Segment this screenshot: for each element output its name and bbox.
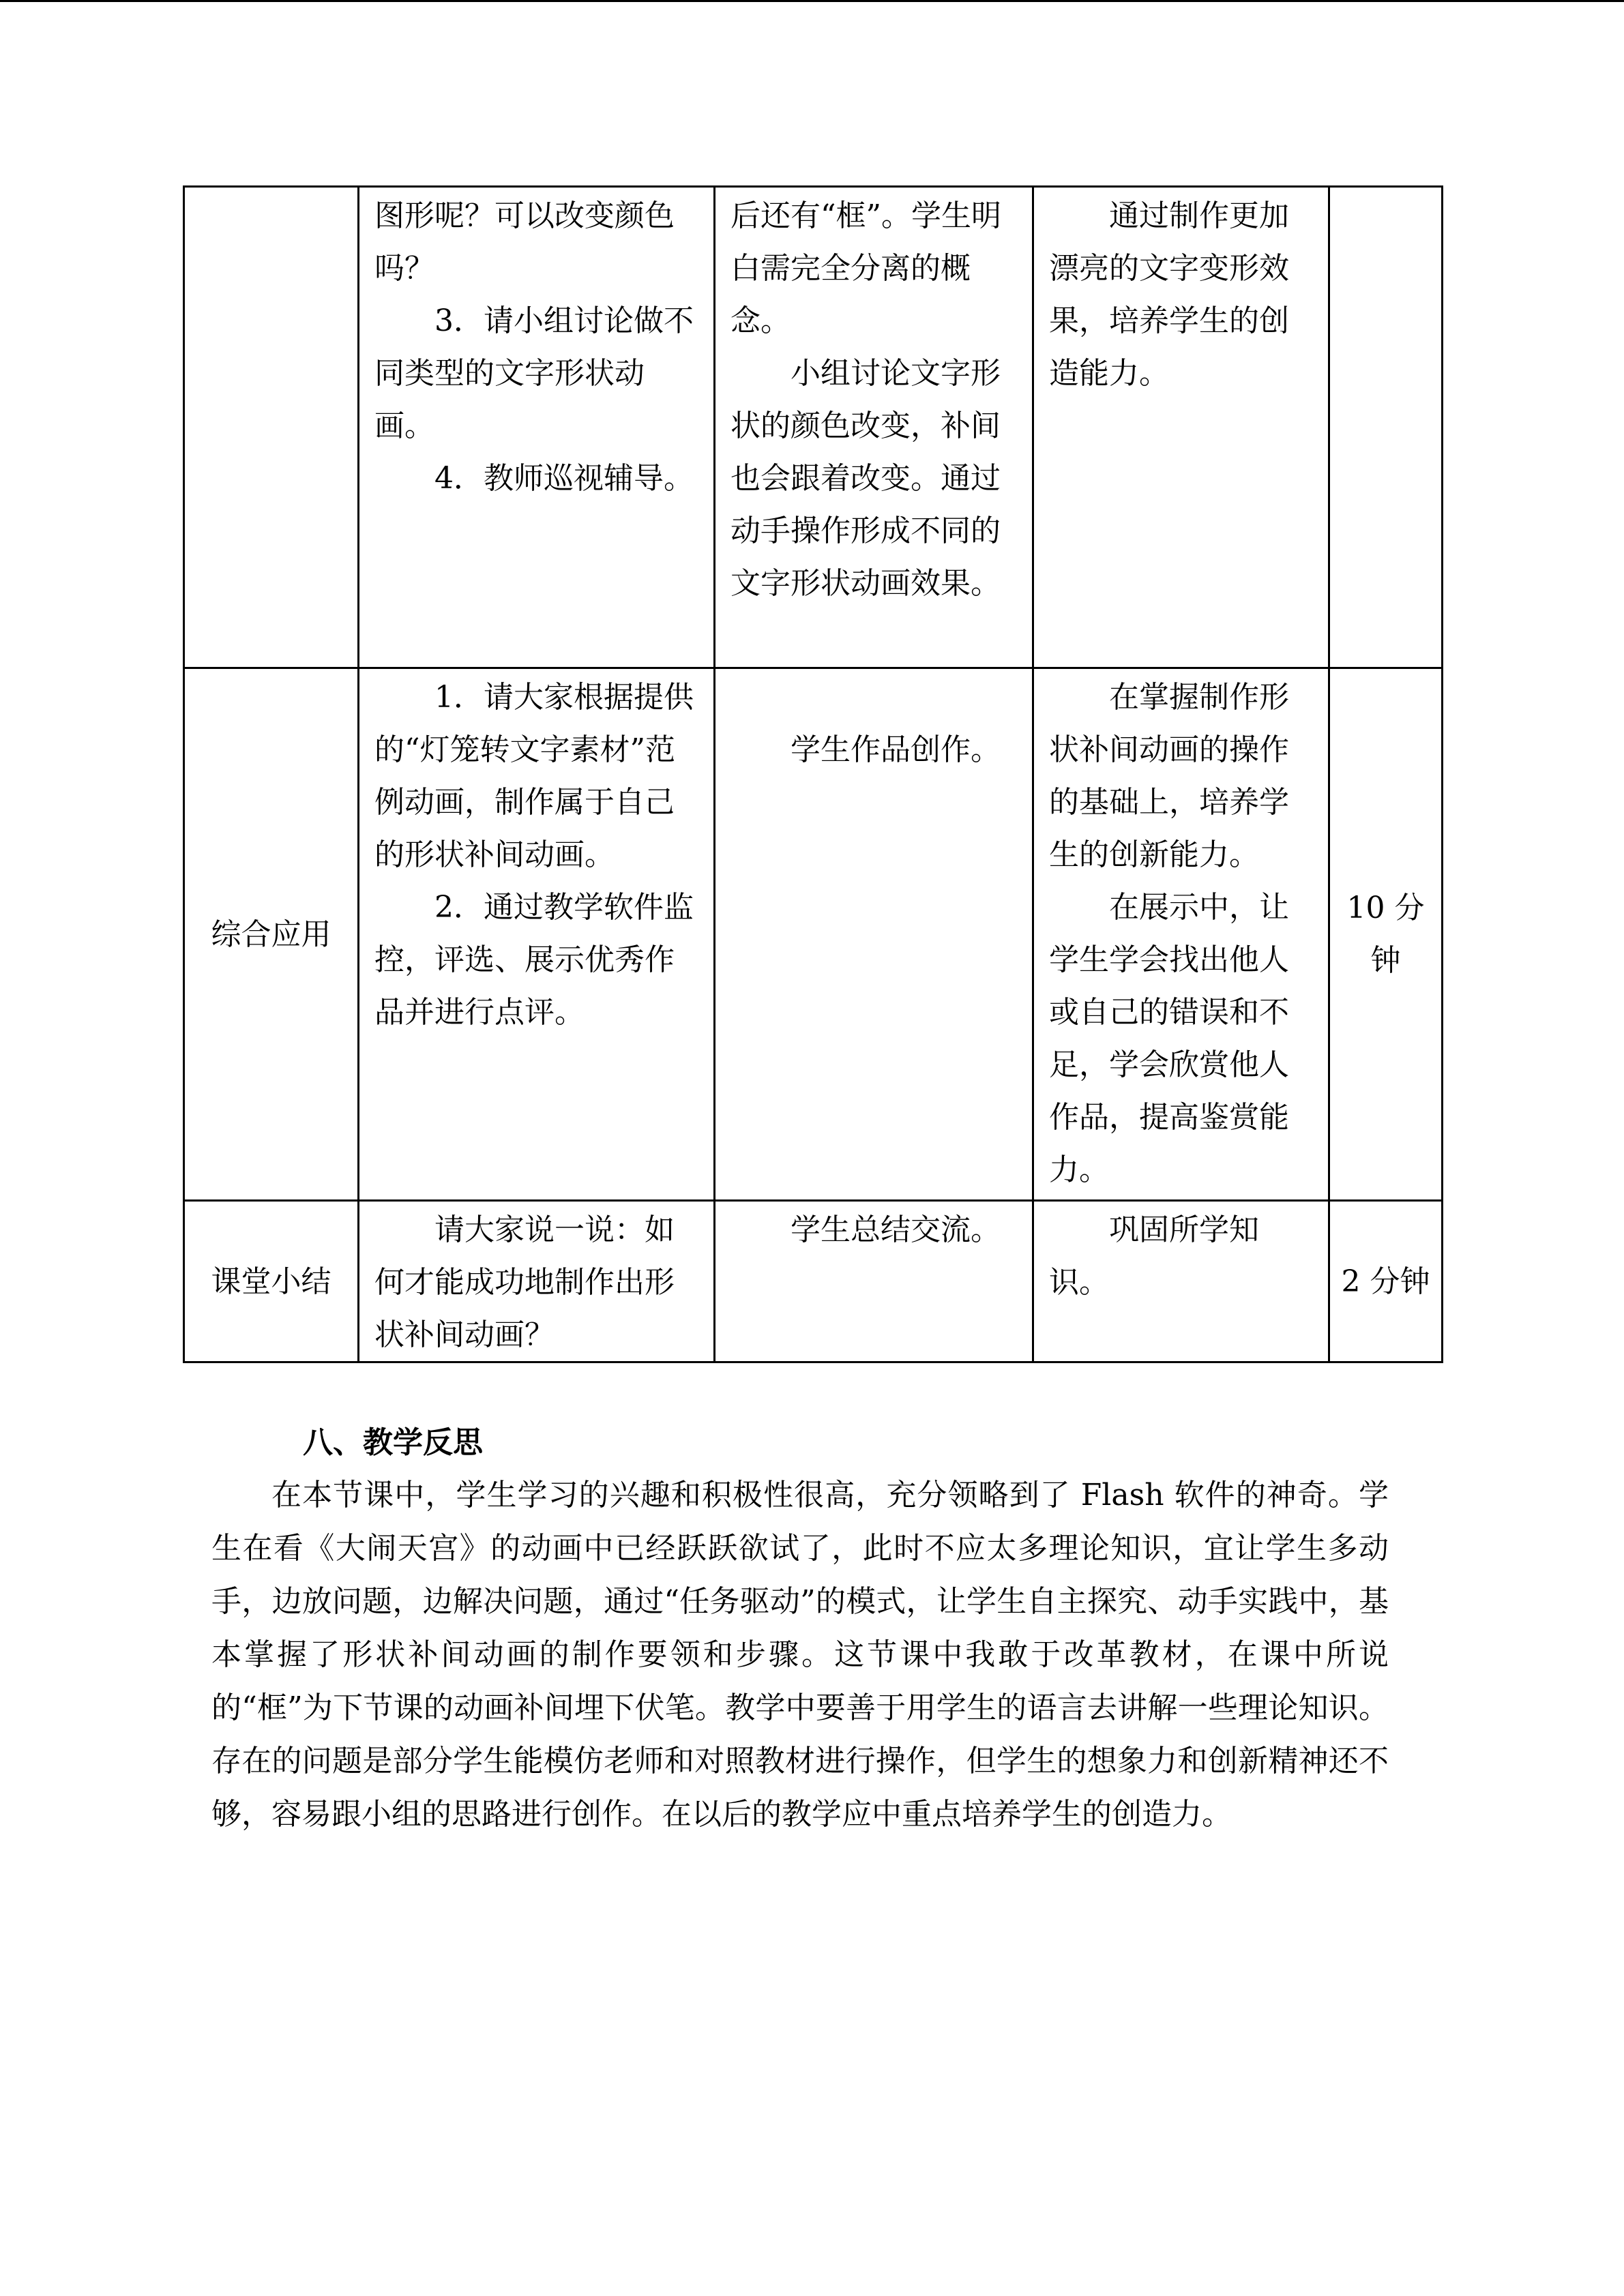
- purpose-paragraph: 巩固所学知识。: [1049, 1212, 1259, 1300]
- table-row: [184, 1201, 1443, 1362]
- purpose-paragraph: 通过制作更加漂亮的文字变形效果，培养学生的创造能力。: [1049, 198, 1289, 391]
- time-label: 2 分钟: [1341, 1264, 1430, 1299]
- student-paragraph: 后还有“框”。学生明白需完全分离的概念。: [730, 198, 1001, 338]
- time-cell: [1329, 187, 1443, 668]
- table-row: [184, 668, 1443, 1201]
- student-paragraph: 小组讨论文字形状的颜色改变，补间也会跟着改变。通过动手操作形成不同的文字形状动画效果。: [730, 356, 1001, 601]
- student-activity-cell: [715, 1201, 1033, 1362]
- time-label: 10 分钟: [1346, 891, 1425, 978]
- stage-cell: [184, 187, 359, 668]
- lesson-plan-table: [183, 185, 1443, 1363]
- reflection-body: 在本节课中，学生学习的兴趣和积极性很高，充分领略到了 Flash 软件的神奇。学生在看《大闹天宫》的动画中已经跃跃欲试了，此时不应太多理论知识，宜让学生多动手，边放问题，边解决问题，通过“任务驱动”的模式，让学生自主探究、动手实践中，基本掌握了形状补间动画的制作要领和步骤。这节课中我敢于改革教材，在课中所说的“框”为下节课的动画补间埋下伏笔。教学中要善于用学生的语言去讲解一些理论知识。存在的问题是部分学生能模仿老师和对照教材进行操作，但学生的想象力和创新精神还不够，容易跟小组的思路进行创作。在以后的教学应中重点培养学生的创造力。: [211, 1478, 1389, 1832]
- student-activity-cell: [715, 668, 1033, 1201]
- design-purpose-cell: [1033, 668, 1329, 1201]
- student-activity-cell: [715, 187, 1033, 668]
- student-paragraph: 学生作品创作。: [791, 732, 1001, 767]
- student-paragraph: 学生总结交流。: [791, 1212, 1001, 1247]
- teacher-activity-cell: [359, 668, 715, 1201]
- stage-label: 课堂小结: [211, 1264, 331, 1299]
- design-purpose-cell: [1033, 1201, 1329, 1362]
- stage-label: 综合应用: [211, 916, 331, 952]
- teacher-paragraph: 请大家说一说：如何才能成功地制作出形状补间动画？: [374, 1212, 675, 1352]
- page-top-border: [0, 0, 1624, 2]
- teacher-activity-cell: [359, 187, 715, 668]
- teacher-paragraph: 2．通过教学软件监控，评选、展示优秀作品并进行点评。: [374, 890, 694, 1030]
- purpose-paragraph: 在掌握制作形状补间动画的操作的基础上，培养学生的创新能力。: [1049, 680, 1289, 872]
- time-cell: [1329, 668, 1443, 1201]
- teacher-paragraph: 4．教师巡视辅导。: [434, 461, 694, 496]
- teacher-paragraph: 图形呢？可以改变颜色吗？: [374, 198, 675, 286]
- reflection-heading: 八、教学反思: [303, 1425, 483, 1460]
- table-row: [184, 187, 1443, 668]
- design-purpose-cell: [1033, 187, 1329, 668]
- teacher-activity-cell: [359, 1201, 715, 1362]
- stage-cell: [184, 668, 359, 1201]
- time-cell: [1329, 1201, 1443, 1362]
- stage-cell: [184, 1201, 359, 1362]
- purpose-paragraph: 在展示中，让学生学会找出他人或自己的错误和不足，学会欣赏他人作品，提高鉴赏能力。: [1049, 890, 1289, 1187]
- teacher-paragraph: 1．请大家根据提供的“灯笼转文字素材”范例动画，制作属于自己的形状补间动画。: [374, 680, 694, 872]
- teacher-paragraph: 3．请小组讨论做不同类型的文字形状动画。: [374, 303, 694, 443]
